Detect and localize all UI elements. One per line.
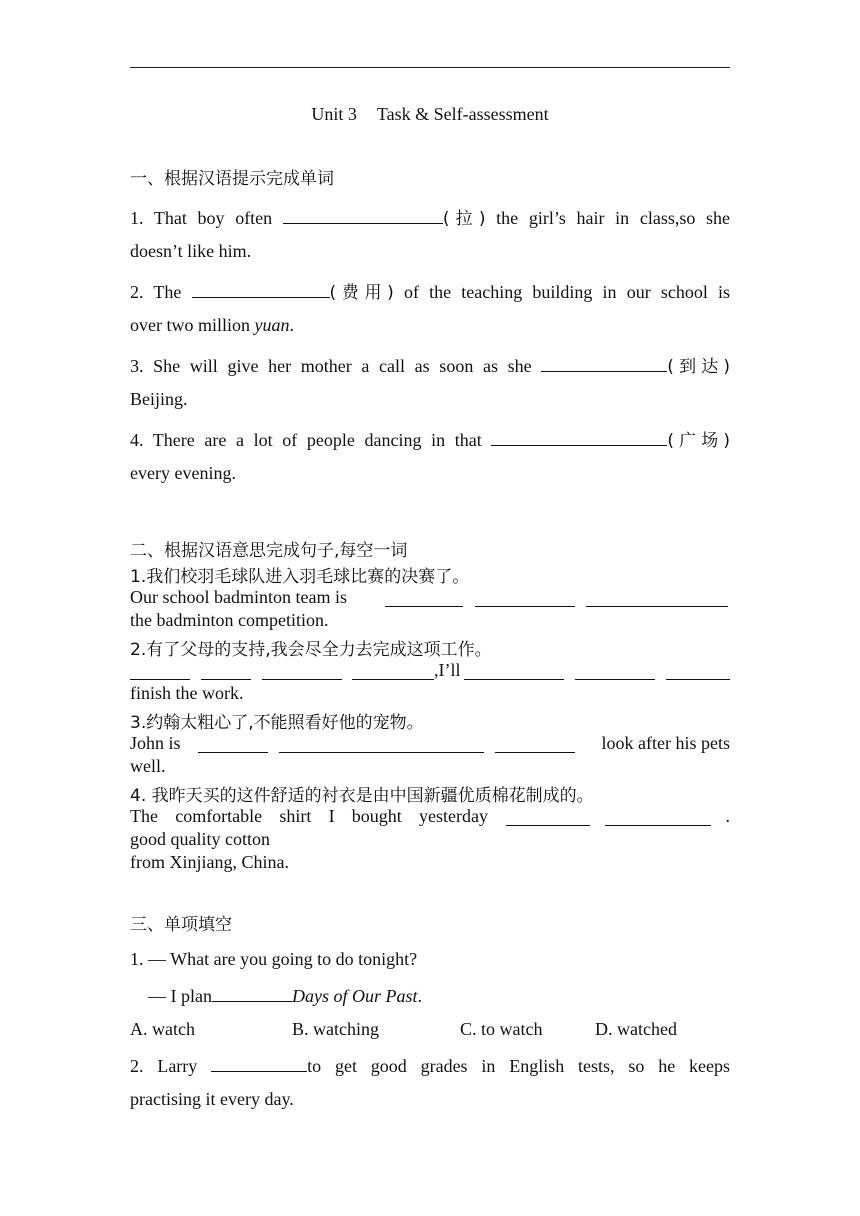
answer-blank[interactable] [541, 354, 667, 372]
answer-blank[interactable] [130, 662, 190, 680]
s2-q3-en: John is look after his pets [130, 733, 730, 753]
answer-blank[interactable] [575, 662, 655, 680]
option-a[interactable]: A. watch [130, 1019, 195, 1039]
s1-q2-line1: 2. The (费用) of the teaching building in our school is [130, 282, 731, 303]
unit-label: Unit 3 [311, 104, 357, 124]
s3-q1-options [130, 1019, 730, 1041]
answer-blank[interactable] [198, 735, 268, 753]
page-title [130, 104, 730, 125]
s1-q4-line1: 4. There are a lot of people dancing in that (广场) [130, 430, 731, 451]
section2-heading: 二、根据汉语意思完成句子,每空一词 [130, 541, 408, 561]
answer-blank[interactable] [506, 808, 590, 826]
answer-blank[interactable] [211, 1054, 307, 1072]
s2-q2-en: ,I’ll [130, 660, 730, 682]
answer-blank[interactable] [495, 735, 575, 753]
answer-blank[interactable] [605, 808, 711, 826]
s1-q1-line2: doesn’t like him. [130, 241, 252, 261]
answer-blank[interactable] [586, 589, 728, 607]
header-rule [130, 67, 730, 68]
s2-q2-cn: 2.有了父母的支持,我会尽全力去完成这项工作。 [130, 640, 492, 660]
answer-blank[interactable] [262, 662, 342, 680]
s1-q2-line2: over two million yuan. [130, 315, 294, 335]
answer-blank[interactable] [352, 662, 434, 680]
s2-q4-en2: good quality cotton [130, 829, 270, 849]
s2-q1-en2: the badminton competition. [130, 610, 329, 630]
s2-q4-en3: from Xinjiang, China. [130, 852, 289, 872]
s2-q2-en2: finish the work. [130, 683, 244, 703]
option-c[interactable]: C. to watch [460, 1019, 543, 1039]
s2-q1-en: Our school badminton team is [130, 587, 730, 608]
section3-heading: 三、单项填空 [130, 915, 232, 935]
answer-blank[interactable] [192, 280, 330, 298]
answer-blank[interactable] [201, 662, 251, 680]
s2-q3-en2: well. [130, 756, 166, 776]
section1-heading: 一、根据汉语提示完成单词 [130, 169, 334, 189]
s1-q3-line2: Beijing. [130, 389, 188, 409]
s3-q1-line2: — I plan Days of Our Past. [148, 986, 422, 1006]
title-text: Task & Self-assessment [376, 104, 549, 124]
answer-blank[interactable] [212, 984, 292, 1002]
answer-blank[interactable] [666, 662, 730, 680]
s3-q2-line1: 2. Larry to get good grades in English tests, so he keeps [130, 1056, 730, 1076]
s2-q3-cn: 3.约翰太粗心了,不能照看好他的宠物。 [130, 713, 424, 733]
answer-blank[interactable] [491, 428, 667, 446]
s3-q1-line1: 1. — What are you going to do tonight? [130, 949, 418, 969]
s1-q3-line1: 3. She will give her mother a call as soon as she (到达) [130, 356, 731, 377]
s1-q1-line1: 1. That boy often (拉) the girl’s hair in class,so she [130, 208, 731, 229]
option-d[interactable]: D. watched [595, 1019, 677, 1039]
s2-q4-en: The comfortable shirt I bought yesterday . [130, 806, 730, 826]
answer-blank[interactable] [385, 589, 463, 607]
s1-q4-line2: every evening. [130, 463, 236, 483]
s2-q4-cn: 4. 我昨天买的这件舒适的衬衣是由中国新疆优质棉花制成的。 [130, 786, 594, 806]
answer-blank[interactable] [464, 662, 564, 680]
answer-blank[interactable] [475, 589, 575, 607]
option-b[interactable]: B. watching [292, 1019, 379, 1039]
s2-q1-cn: 1.我们校羽毛球队进入羽毛球比赛的决赛了。 [130, 567, 470, 587]
answer-blank[interactable] [283, 206, 443, 224]
s3-q2-line2: practising it every day. [130, 1089, 294, 1109]
answer-blank[interactable] [279, 735, 484, 753]
